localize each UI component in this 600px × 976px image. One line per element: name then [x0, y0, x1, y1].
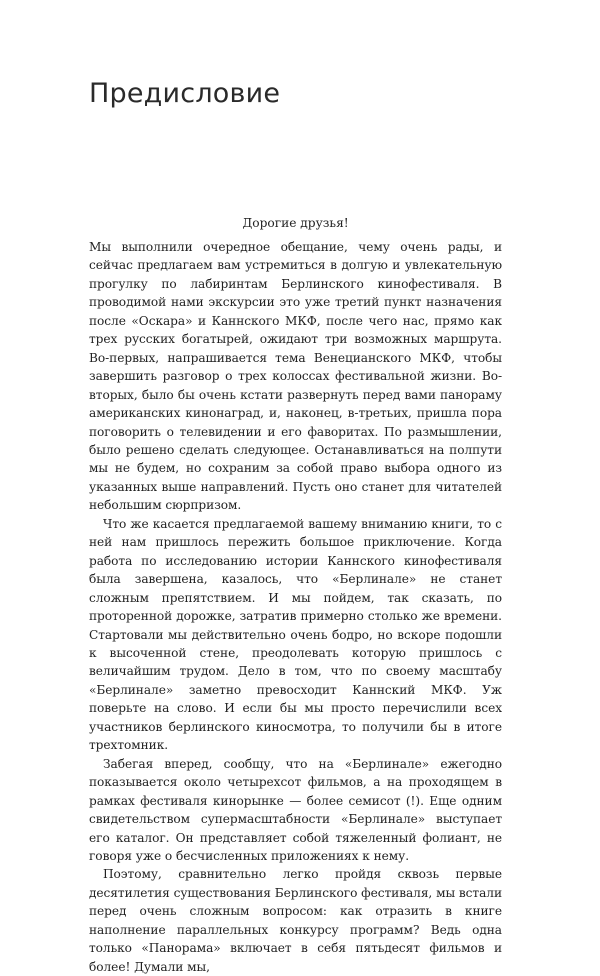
salutation: Дорогие друзья!: [242, 216, 349, 230]
body-text: [89, 238, 502, 976]
paragraph-2: Что же касается предлагаемой вашему вниманию книги, то с ней нам пришлось пережить большое приключение. Когда работа по исследованию истории Каннского кинофестиваля была завершена, казалось, что «Берлинале» не станет сложным препятствием. И мы пойдем, так сказать, по протоpенной дорожке, затратив примерно столько же времени. Стартовали мы действительно очень бодро, но вскоре подошли к высоченной стене, преодолевать которую пришлось с величайшим трудом. Дело в том, что по своему масштабу «Берлинале» заметно превосходит Каннский МКФ. Уж поверьте на слово. И если бы мы просто перечислили всех участников берлинского киносмотра, то получили бы в итоге трехтомник.: [89, 516, 502, 753]
paragraph-4: Поэтому, сравнительно легко пройдя сквозь первые десятилетия существования Берлинского фестиваля, мы встали перед очень сложным вопросом: как отразить в книге наполнение параллельных конкурсу программ? Ведь одна только «Панорама» включает в себя пятьдесят фильмов и более! Думали мы,: [89, 867, 502, 974]
paragraph-1: Мы выполнили очередное обещание, чему очень рады, и сейчас предлагаем вам устремиться в долгую и увлекательную прогулку по лабиринтам Берлинского кинофестиваля. В проводимой нами экскурсии это уже третий пункт назначения после «Оскара» и Каннского МКФ, после чего нас, прямо как трех русских богатырей, ожидают три возможных маршрута. Во-первых, напрашивается тема Венецианского МКФ, чтобы завершить разговор о трех колоссах фестивальной жизни. Во-вторых, было бы очень кстати развернуть перед вами панораму американских кинонаград, и, наконец, в-третьих, пришла пора поговорить о телевидении и его фаворитах. По размышлении, было решено сделать следующее. Останавливаться на полпути мы не будем, но сохраним за собой право выбора одного из указанных выше направлений. Пусть оно станет для читателей небольшим сюрпризом.: [89, 240, 502, 513]
chapter-title: Предисловие: [89, 78, 281, 109]
paragraph-3: Забегая вперед, сообщу, что на «Берлинале» ежегодно показывается около четырехсот фильмов, а на проходящем в рамках фестиваля кинорынке — более семисот (!). Еще одним свидетельством супермасштабности «Берлинале» выступает его каталог. Он представляет собой тяжеленный фолиант, не говоря уже о бесчисленных приложениях к нему.: [89, 756, 502, 863]
